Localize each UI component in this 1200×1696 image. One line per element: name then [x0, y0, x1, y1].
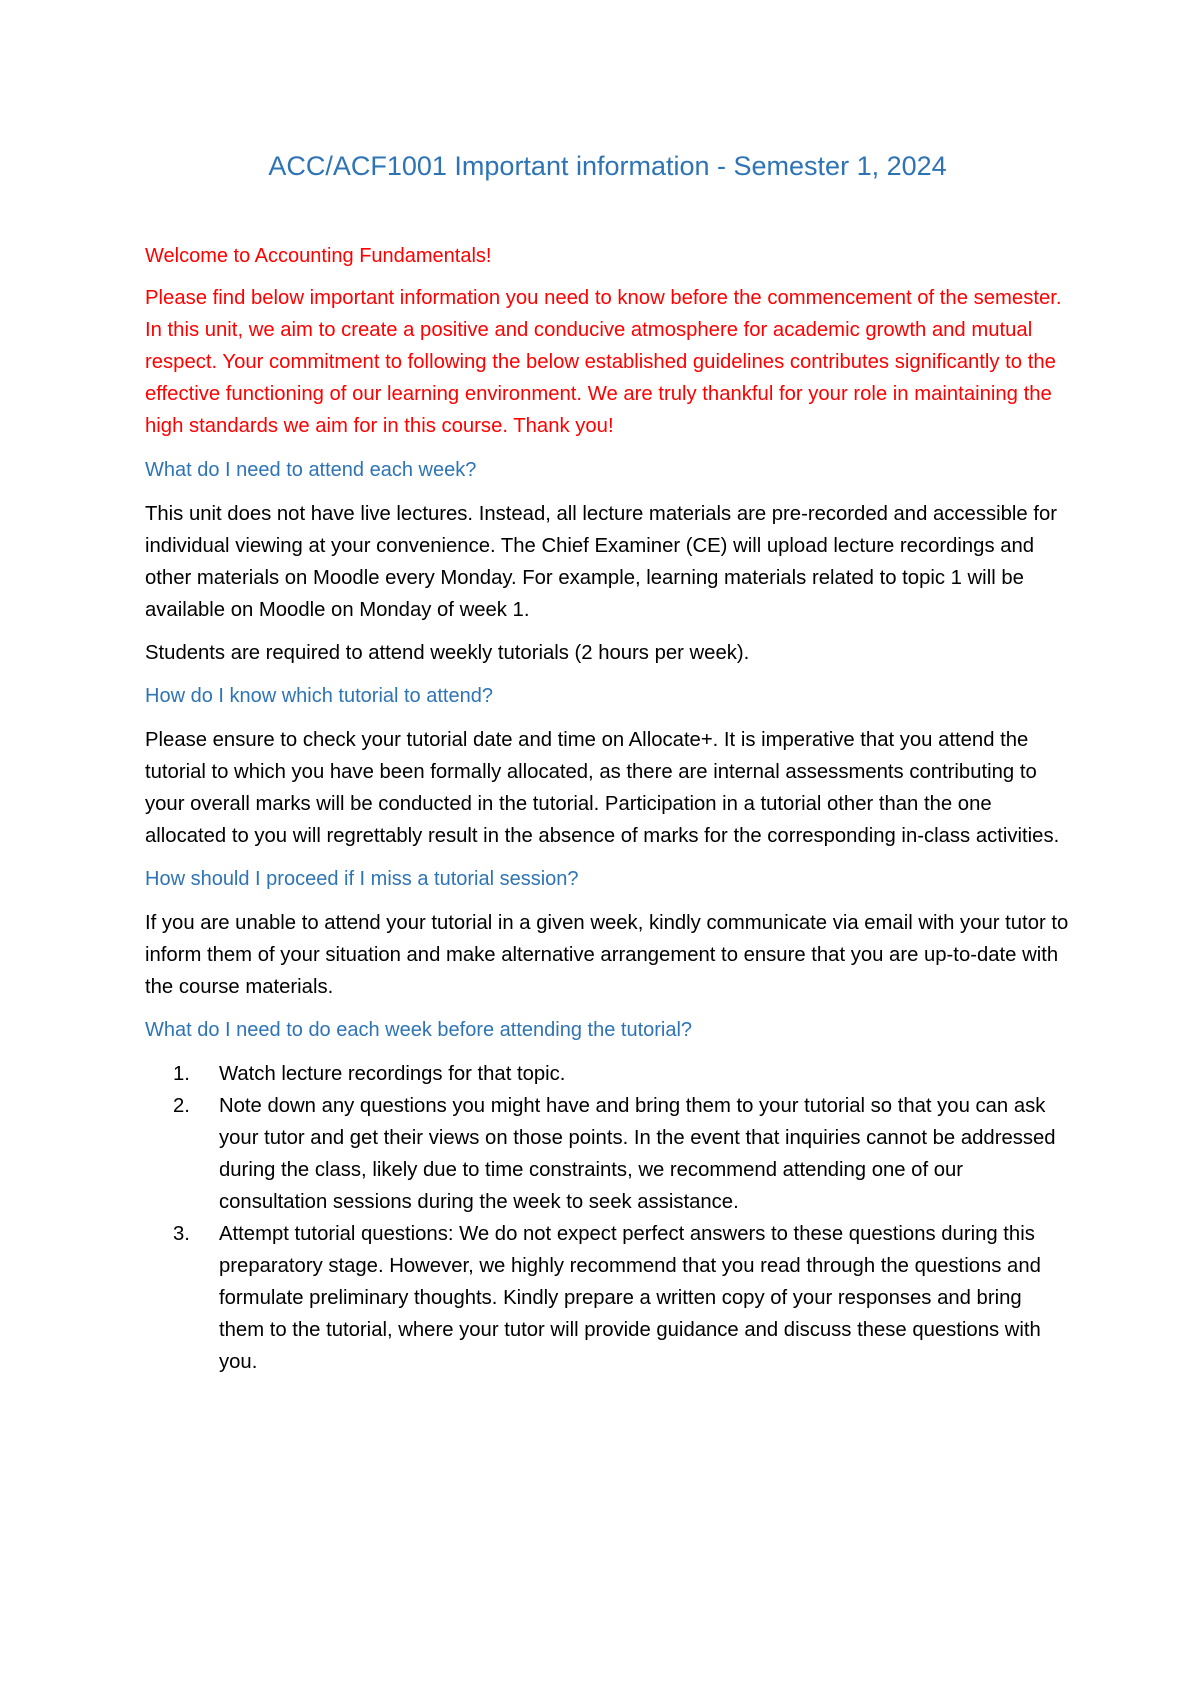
list-item-text: Attempt tutorial questions: We do not expect perfect answers to these questions during this preparatory stage. However, we highly recommend that you read through the questions and formulate preliminary thoughts. Kindly prepare a written copy of your responses and bring them to the tutorial, where your tutor will provide guidance and discuss these questions with you.	[219, 1223, 1041, 1373]
section-heading-weekly-preparation: What do I need to do each week before attending the tutorial?	[145, 1019, 693, 1041]
preparation-list	[145, 1058, 1070, 1378]
list-item-number: 1.	[173, 1063, 190, 1085]
page-title: ACC/ACF1001 Important information - Semester 1, 2024	[268, 151, 947, 181]
intro-text: Please find below important information you need to know before the commencement of the semester. In this unit, we aim to create a positive and conducive atmosphere for academic growth and mutual respect. Your commitment to following the below established guidelines contributes significantly to the effective functioning of our learning environment. We are truly thankful for your role in maintaining the high standards we aim for in this course. Thank you!	[145, 287, 1062, 437]
section-heading-missed-tutorial: How should I proceed if I miss a tutorial session?	[145, 868, 579, 890]
list-item	[145, 1218, 1070, 1378]
document-content	[145, 148, 1070, 1378]
list-item-text: Note down any questions you might have and bring them to your tutorial so that you can ask your tutor and get their views on those points. In the event that inquiries cannot be addressed during the class, likely due to time constraints, we recommend attending one of our consultation sessions during the week to seek assistance.	[219, 1095, 1056, 1213]
section-which-tutorial	[145, 680, 1070, 852]
list-item-number: 2.	[173, 1095, 190, 1117]
section-missed-tutorial	[145, 863, 1070, 1003]
section-heading-which-tutorial: How do I know which tutorial to attend?	[145, 685, 493, 707]
section-heading-attendance: What do I need to attend each week?	[145, 459, 477, 481]
welcome-text: Welcome to Accounting Fundamentals!	[145, 245, 492, 267]
list-item	[145, 1090, 1070, 1218]
paragraph-lectures: This unit does not have live lectures. Instead, all lecture materials are pre-recorded and accessible for individual viewing at your convenience. The Chief Examiner (CE) will upload lecture recordings and other materials on Moodle every Monday. For example, learning materials related to topic 1 will be available on Moodle on Monday of week 1.	[145, 503, 1057, 621]
section-weekly-preparation	[145, 1014, 1070, 1378]
paragraph-tutorial-requirement: Students are required to attend weekly tutorials (2 hours per week).	[145, 642, 750, 664]
paragraph-allocation: Please ensure to check your tutorial date and time on Allocate+. It is imperative that you attend the tutorial to which you have been formally allocated, as there are internal assessments contributing to your overall marks will be conducted in the tutorial. Participation in a tutorial other than the one allocated to you will regrettably result in the absence of marks for the corresponding in-class activities.	[145, 729, 1060, 847]
list-item-number: 3.	[173, 1223, 190, 1245]
list-item-text: Watch lecture recordings for that topic.	[219, 1063, 566, 1085]
paragraph-missed-tutorial: If you are unable to attend your tutorial in a given week, kindly communicate via email with your tutor to inform them of your situation and make alternative arrangement to ensure that you are up-to-date with the course materials.	[145, 912, 1069, 998]
section-attendance	[145, 454, 1070, 669]
list-item	[145, 1058, 1070, 1090]
